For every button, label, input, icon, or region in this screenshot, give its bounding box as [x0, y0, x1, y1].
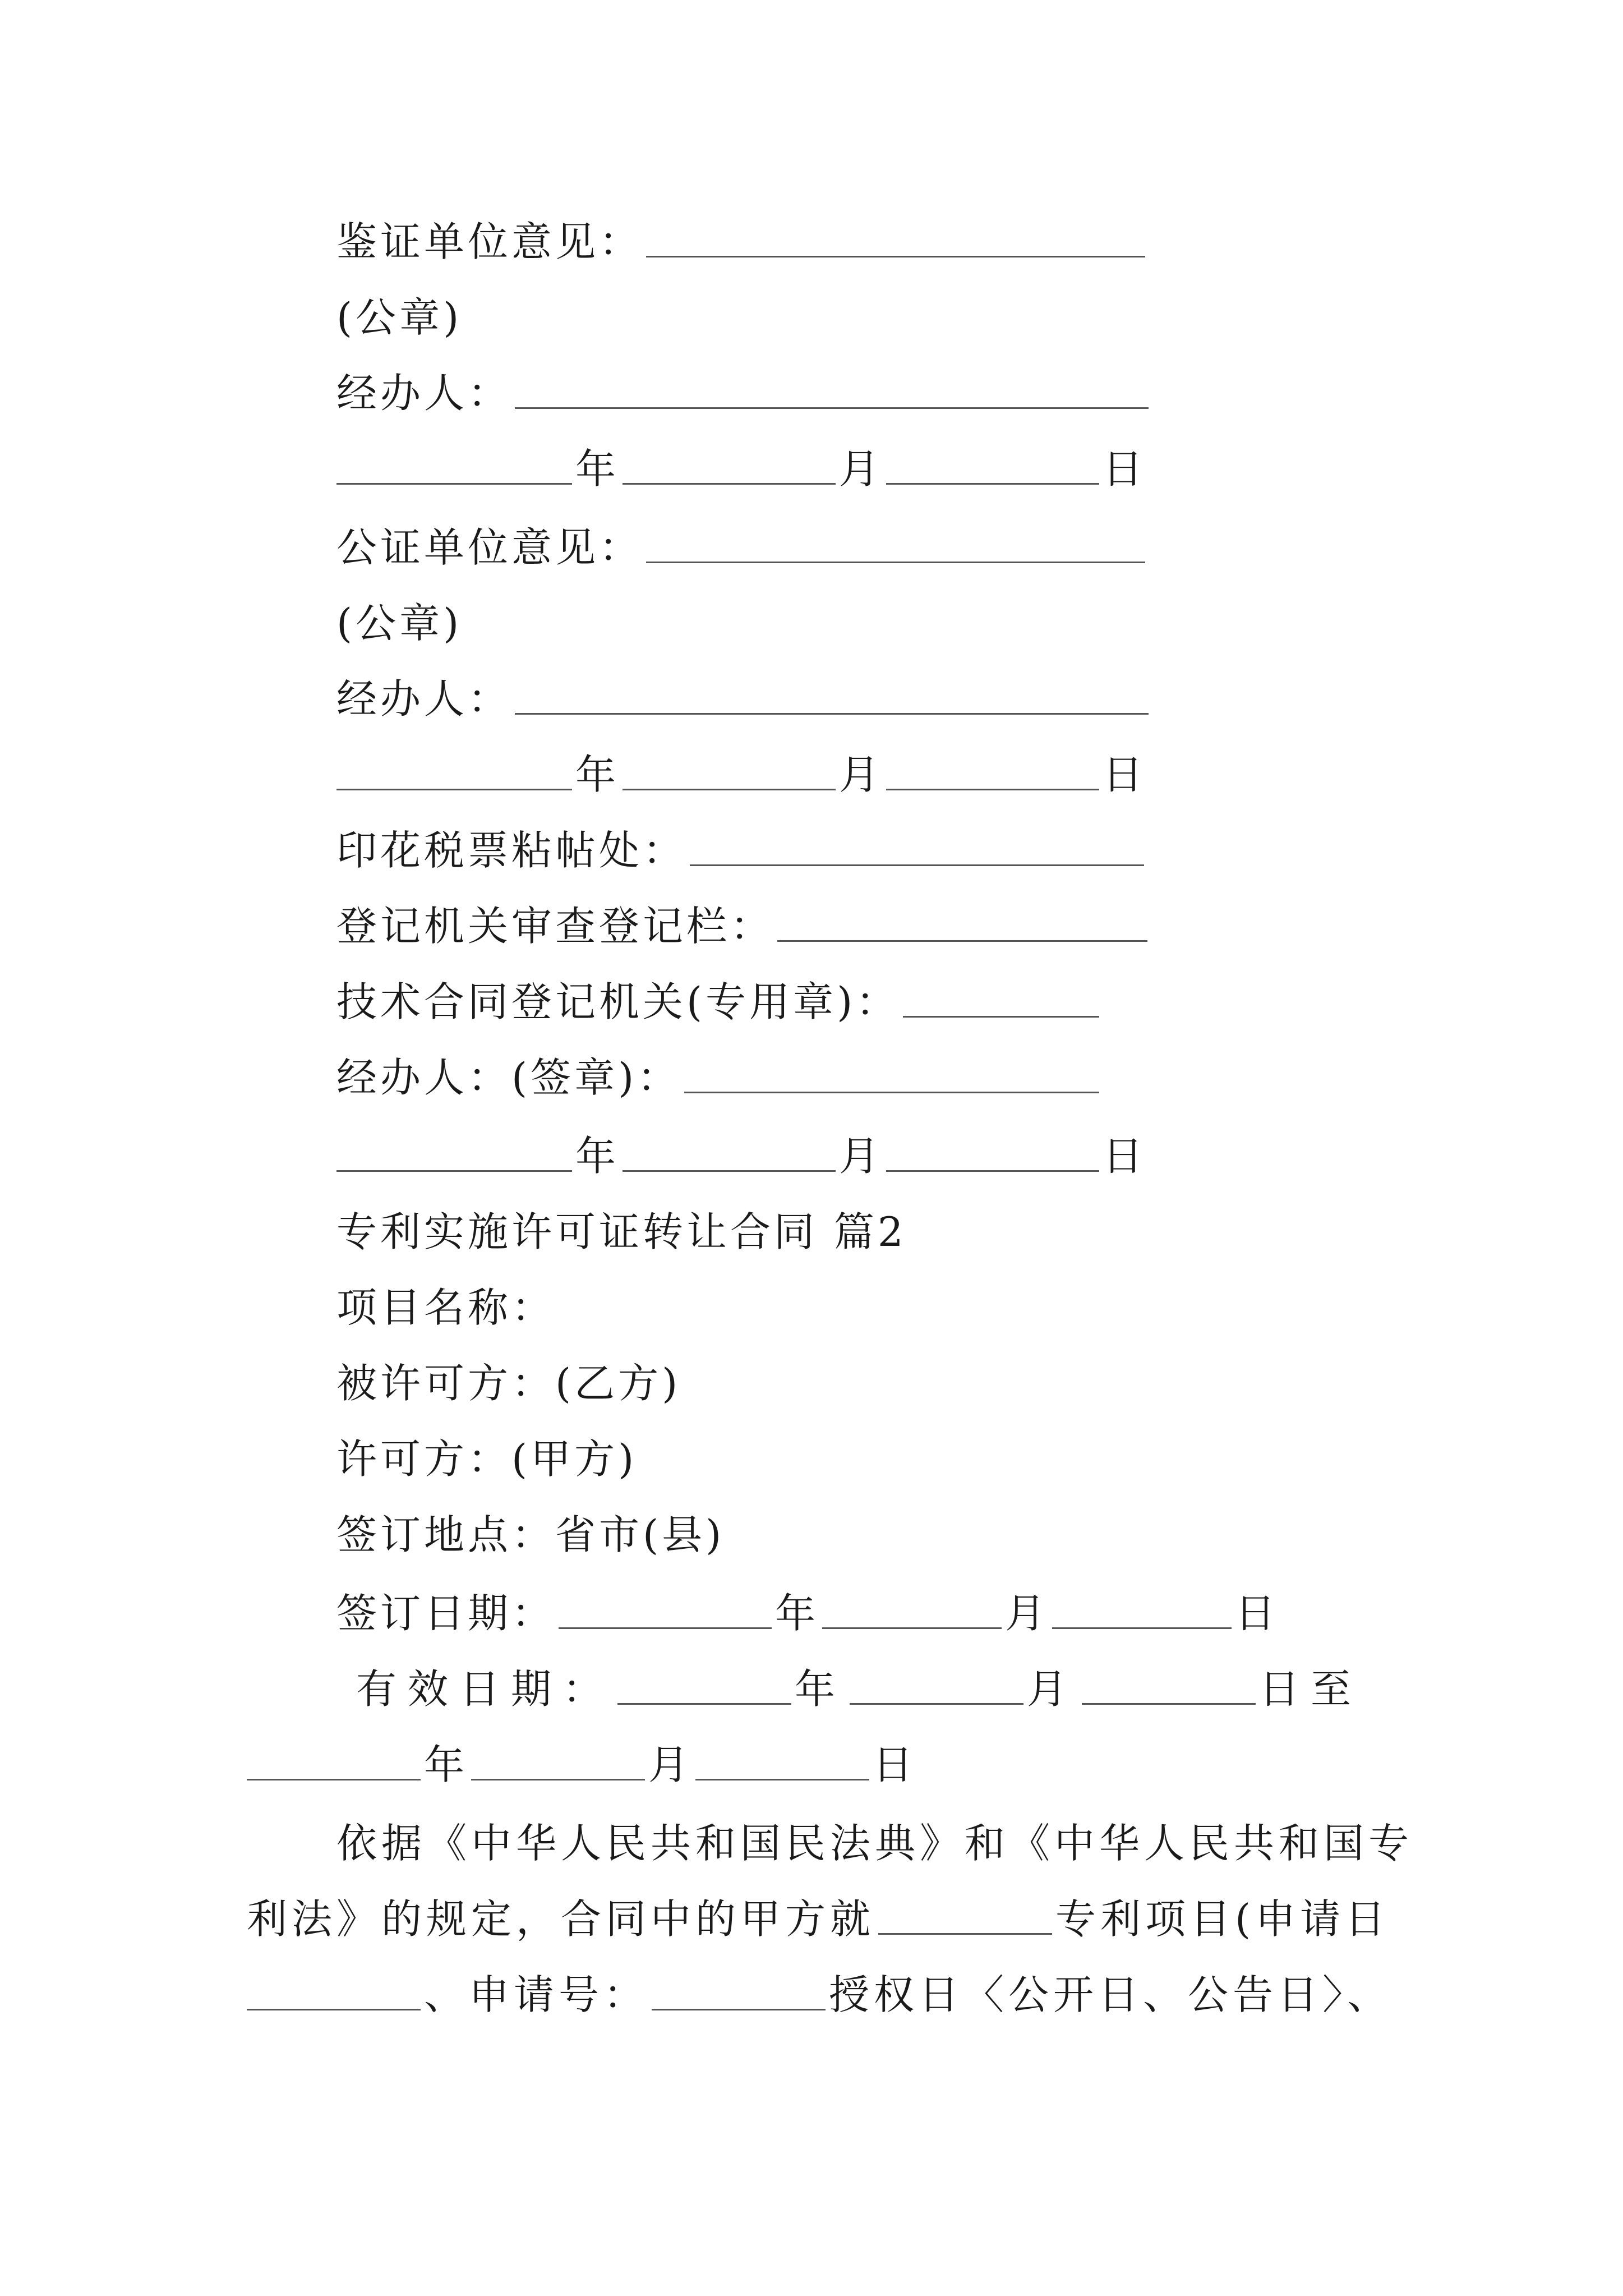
- licensee-line: [336, 1360, 681, 1407]
- label: 签订日期：: [336, 1590, 556, 1637]
- seal-note: [336, 294, 463, 341]
- paragraph-line-3: [247, 1971, 1393, 2018]
- fill-blank[interactable]: [646, 255, 1145, 257]
- text: 利法》的规定，合同中的甲方就: [247, 1895, 875, 1943]
- date-line: [336, 1133, 1147, 1180]
- month-label: 月: [839, 1133, 883, 1180]
- year-blank[interactable]: [336, 788, 572, 790]
- month-blank[interactable]: [623, 482, 836, 485]
- application-number-blank[interactable]: [652, 2008, 826, 2010]
- text: 依据《中华人民共和国民法典》和《中华人民共和国专: [336, 1820, 1414, 1867]
- handler-line: [336, 675, 1152, 723]
- day-to-label: 日至: [1259, 1665, 1363, 1713]
- year-blank[interactable]: [336, 1169, 572, 1172]
- label: 有效日期：: [356, 1665, 615, 1713]
- label: 鉴证单位意见：: [336, 218, 643, 265]
- month-label: 月: [839, 445, 883, 493]
- year-label: 年: [575, 751, 620, 798]
- year-label: 年: [775, 1590, 819, 1637]
- day-blank[interactable]: [886, 788, 1099, 790]
- project-blank[interactable]: [878, 1932, 1052, 1935]
- label: 经办人：: [336, 370, 512, 417]
- date-line: [336, 445, 1147, 493]
- label: 印花税票粘帖处：: [336, 827, 687, 874]
- label: (公章): [336, 294, 463, 341]
- handler-sign-line: [336, 1054, 1103, 1101]
- seal-note: [336, 600, 463, 647]
- year-label: 年: [575, 445, 620, 493]
- text: 、申请号：: [424, 1971, 649, 2018]
- day-label: 日: [1103, 1133, 1147, 1180]
- day-blank[interactable]: [1052, 1626, 1232, 1629]
- day-blank[interactable]: [886, 482, 1099, 485]
- label: 经办人：(签章)：: [336, 1054, 681, 1101]
- handler-line: [336, 370, 1152, 417]
- label: 技术合同登记机关(专用章)：: [336, 978, 900, 1025]
- year-blank[interactable]: [247, 1778, 421, 1780]
- licensor-line: [336, 1435, 638, 1483]
- year-blank[interactable]: [617, 1702, 791, 1705]
- registry-seal-line: [336, 978, 1103, 1025]
- day-blank[interactable]: [886, 1169, 1099, 1172]
- day-label: 日: [1103, 751, 1147, 798]
- year-blank[interactable]: [559, 1626, 772, 1629]
- fill-blank[interactable]: [684, 1091, 1099, 1093]
- month-blank[interactable]: [623, 788, 836, 790]
- text: 专利项目(申请日: [1055, 1895, 1390, 1943]
- valid-date-end-line: [247, 1741, 917, 1788]
- day-label: 日: [1235, 1590, 1279, 1637]
- label: 登记机关审查登记栏：: [336, 903, 774, 950]
- label: 项目名称：: [336, 1284, 556, 1331]
- day-label: 日: [1103, 445, 1147, 493]
- stamp-tax-line: [336, 827, 1147, 874]
- label: 公证单位意见：: [336, 524, 643, 571]
- year-label: 年: [575, 1133, 620, 1180]
- notary-opinion-line: [336, 524, 1149, 571]
- section-title: [336, 1208, 907, 1255]
- paragraph-line-1: [336, 1820, 1414, 1867]
- label: (公章): [336, 600, 463, 647]
- month-blank[interactable]: [822, 1626, 1002, 1629]
- day-blank[interactable]: [1082, 1702, 1256, 1705]
- month-label: 月: [839, 751, 883, 798]
- fill-blank[interactable]: [777, 939, 1147, 942]
- paragraph-line-2: [247, 1895, 1390, 1943]
- fill-blank[interactable]: [690, 863, 1144, 866]
- year-label: 年: [424, 1741, 468, 1788]
- year-blank[interactable]: [336, 482, 572, 485]
- signing-date-line: [336, 1590, 1279, 1637]
- application-date-blank[interactable]: [247, 2008, 421, 2010]
- fill-blank[interactable]: [515, 712, 1149, 715]
- label: 签订地点：省市(县): [336, 1511, 725, 1558]
- signing-place-line: [336, 1511, 725, 1558]
- fill-blank[interactable]: [646, 560, 1145, 563]
- month-blank[interactable]: [623, 1169, 836, 1172]
- label: 专利实施许可证转让合同 篇2: [336, 1208, 907, 1255]
- registry-review-line: [336, 903, 1151, 950]
- label: 经办人：: [336, 675, 512, 723]
- appraisal-opinion-line: [336, 218, 1149, 265]
- text: 授权日〈公开日、公告日〉、: [829, 1971, 1393, 2018]
- fill-blank[interactable]: [903, 1015, 1099, 1018]
- month-label: 月: [1005, 1590, 1049, 1637]
- label: 许可方：(甲方): [336, 1435, 638, 1483]
- month-label: 月: [1027, 1665, 1079, 1713]
- month-blank[interactable]: [850, 1702, 1023, 1705]
- day-label: 日: [873, 1741, 917, 1788]
- month-label: 月: [648, 1741, 693, 1788]
- date-line: [336, 751, 1147, 798]
- valid-date-line: [356, 1665, 1363, 1713]
- day-blank[interactable]: [695, 1778, 869, 1780]
- fill-blank[interactable]: [515, 406, 1149, 409]
- project-name-line: [336, 1284, 556, 1331]
- month-blank[interactable]: [471, 1778, 645, 1780]
- label: 被许可方：(乙方): [336, 1360, 681, 1407]
- year-label: 年: [795, 1665, 847, 1713]
